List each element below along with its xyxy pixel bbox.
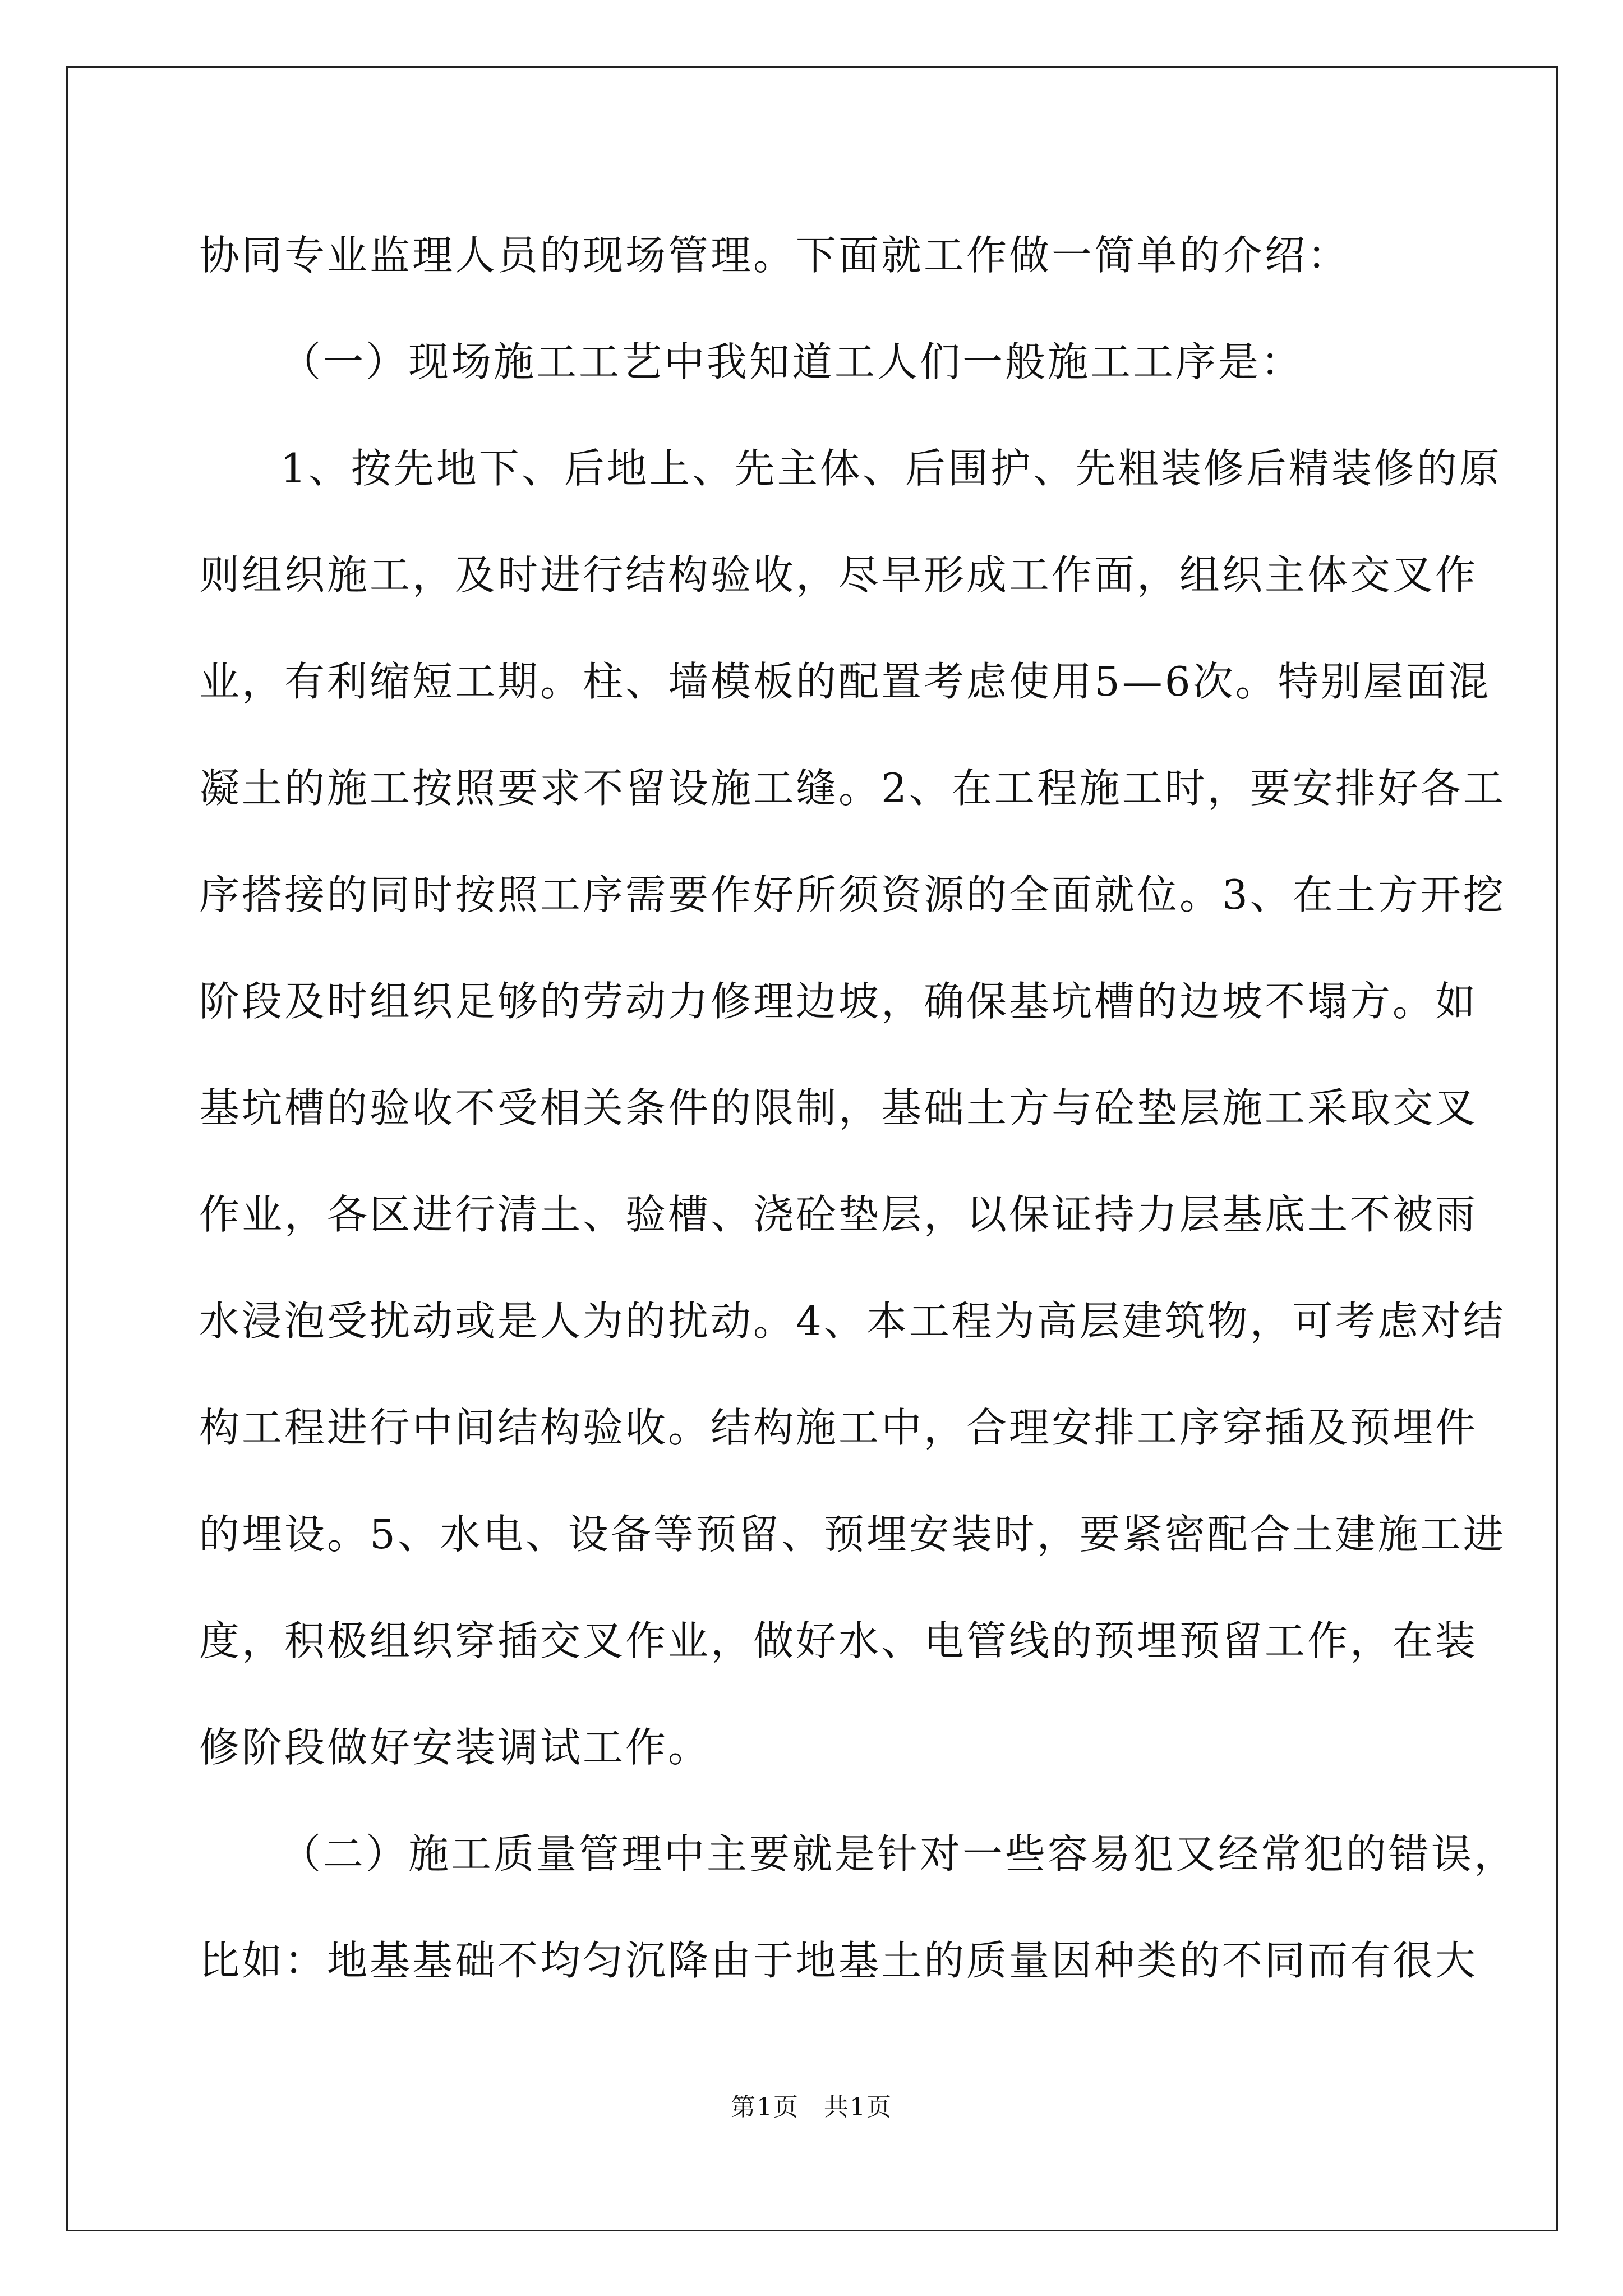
section-heading: （二）施工质量管理中主要就是针对一些容易犯又经常犯的错误，	[280, 1830, 1517, 1878]
text-line: 业，有利缩短工期。柱、墙模板的配置考虑使用5—6次。特别屋面混	[199, 658, 1491, 705]
text-line: 协同专业监理人员的现场管理。下面就工作做一简单的介绍：	[199, 232, 1350, 279]
page-total: 共1页	[824, 2093, 892, 2122]
text-line: 阶段及时组织足够的劳动力修理边坡，确保基坑槽的边坡不塌方。如	[199, 978, 1478, 1025]
text-line: 比如：地基基础不均匀沉降由于地基土的质量因种类的不同而有很大	[199, 1937, 1478, 1984]
page-number: 第1页	[731, 2093, 799, 2122]
text-line: 基坑槽的验收不受相关条件的限制，基础土方与砼垫层施工采取交叉	[199, 1084, 1478, 1131]
text-line: 修阶段做好安装调试工作。	[199, 1724, 711, 1771]
text-line: 则组织施工，及时进行结构验收，尽早形成工作面，组织主体交叉作	[199, 551, 1478, 599]
text-line: 度，积极组织穿插交叉作业，做好水、电管线的预埋预留工作，在装	[199, 1617, 1478, 1664]
text-line: 水浸泡受扰动或是人为的扰动。4、本工程为高层建筑物，可考虑对结	[199, 1297, 1506, 1345]
text-line: 构工程进行中间结构验收。结构施工中，合理安排工序穿插及预埋件	[199, 1404, 1478, 1451]
section-heading: （一）现场施工工艺中我知道工人们一般施工工序是：	[280, 338, 1304, 385]
page-footer	[0, 2087, 1623, 2123]
text-line: 的埋设。5、水电、设备等预留、预埋安装时，要紧密配合土建施工进	[199, 1511, 1506, 1558]
text-line: 序搭接的同时按照工序需要作好所须资源的全面就位。3、在土方开挖	[199, 871, 1506, 918]
text-line: 1、按先地下、后地上、先主体、后围护、先粗装修后精装修的原	[280, 445, 1502, 492]
text-line: 作业，各区进行清土、验槽、浇砼垫层，以保证持力层基底土不被雨	[199, 1191, 1478, 1238]
text-line: 凝土的施工按照要求不留设施工缝。2、在工程施工时，要安排好各工	[199, 765, 1506, 812]
document-body	[199, 202, 1517, 2014]
